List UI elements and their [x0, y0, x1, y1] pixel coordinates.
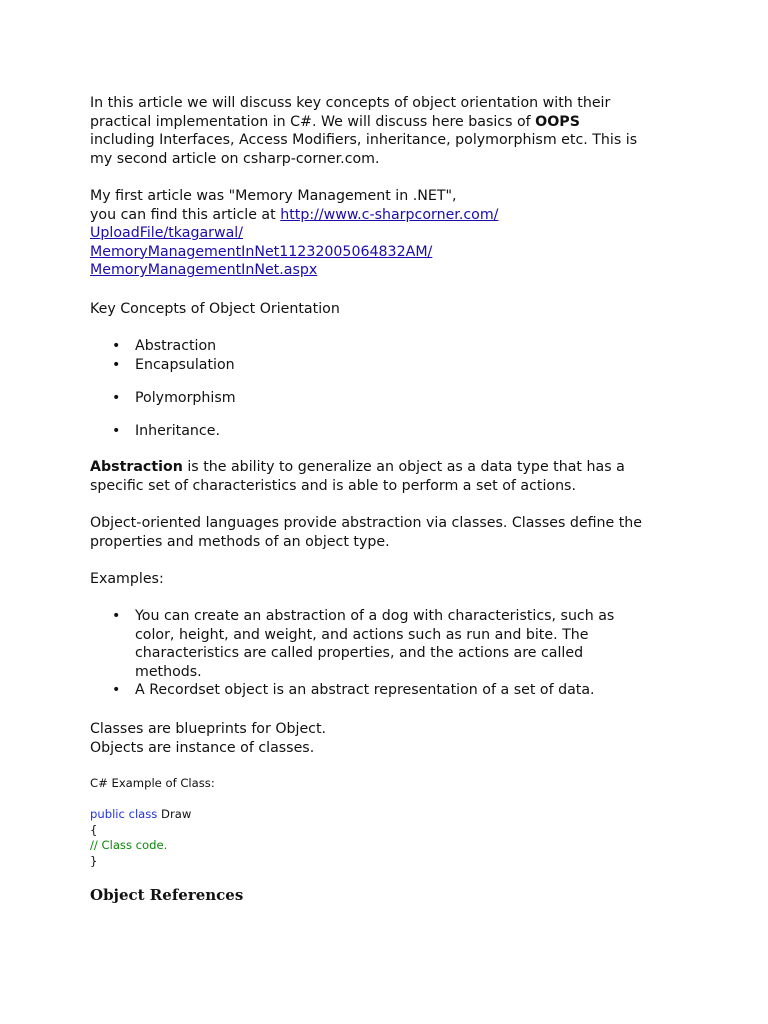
classes-line-2: Objects are instance of classes.: [90, 739, 315, 756]
abstraction-term: Abstraction: [90, 459, 183, 475]
first-article-line-2-prefix: you can find this article at: [90, 206, 281, 223]
section-heading: Object References: [90, 886, 244, 904]
example-1-line-3: characteristics are called properties, and the actions are called: [135, 645, 584, 662]
article-link-part-3[interactable]: MemoryManagementInNet11232005064832AM/: [90, 243, 433, 260]
article-link-part-4[interactable]: MemoryManagementInNet.aspx: [90, 262, 318, 279]
example-1-line-2: color, height, and weight, and actions such as run and bite. The: [135, 626, 589, 643]
code-example-label: C# Example of Class:: [90, 776, 215, 790]
code-block: [90, 807, 191, 869]
abstraction-paragraph: [90, 458, 625, 495]
intro-line-3: including Interfaces, Access Modifiers, inheritance, polymorphism etc. This is: [90, 132, 638, 149]
key-concepts-title: Key Concepts of Object Orientation: [90, 301, 340, 317]
code-comment: // Class code.: [90, 838, 168, 853]
classes-line-1: Classes are blueprints for Object.: [90, 721, 327, 737]
first-article-line-1: My first article was "Memory Management in .NET",: [90, 188, 457, 204]
oo-languages-paragraph: [90, 514, 642, 551]
code-class-name: Draw: [157, 807, 192, 821]
code-close-brace: }: [90, 853, 98, 868]
example-1-line-1: You can create an abstraction of a dog with characteristics, such as: [135, 608, 615, 624]
example-1-line-4: methods.: [135, 663, 202, 680]
intro-line-1: In this article we will discuss key concepts of object orientation with their: [90, 95, 611, 111]
list-item: • Inheritance.: [90, 422, 220, 441]
examples-label: Examples:: [90, 571, 164, 587]
list-item: • A Recordset object is an abstract representation of a set of data.: [90, 681, 614, 700]
oo-languages-line-1: Object-oriented languages provide abstraction via classes. Classes define the: [90, 515, 643, 531]
intro-line-2: practical implementation in C#. We will discuss here basics of: [90, 113, 536, 130]
intro-line-4: my second article on csharp-corner.com.: [90, 150, 380, 167]
intro-paragraph: [90, 94, 637, 168]
list-item: • Encapsulation: [90, 356, 235, 375]
first-article-paragraph: [90, 187, 498, 280]
classes-paragraph: [90, 720, 326, 757]
key-concepts-list-end: [90, 422, 220, 441]
key-concepts-list-continued: [90, 389, 236, 408]
list-item: [90, 607, 614, 681]
abstraction-line-1: is the ability to generalize an object as a data type that has a: [182, 459, 625, 475]
oo-languages-line-2: properties and methods of an object type.: [90, 533, 390, 550]
code-open-brace: {: [90, 822, 98, 837]
list-item: • Polymorphism: [90, 389, 236, 408]
abstraction-line-2: specific set of characteristics and is able to perform a set of actions.: [90, 477, 576, 494]
list-item: • Abstraction: [90, 337, 235, 356]
article-link-part-2[interactable]: UploadFile/tkagarwal/: [90, 225, 244, 242]
code-keyword: public class: [90, 807, 158, 821]
key-concepts-list: [90, 337, 235, 374]
oops-bold-term: OOPS: [535, 113, 580, 130]
examples-list: [90, 607, 614, 700]
article-link-part-1[interactable]: http://www.c-sharpcorner.com/: [280, 206, 499, 223]
